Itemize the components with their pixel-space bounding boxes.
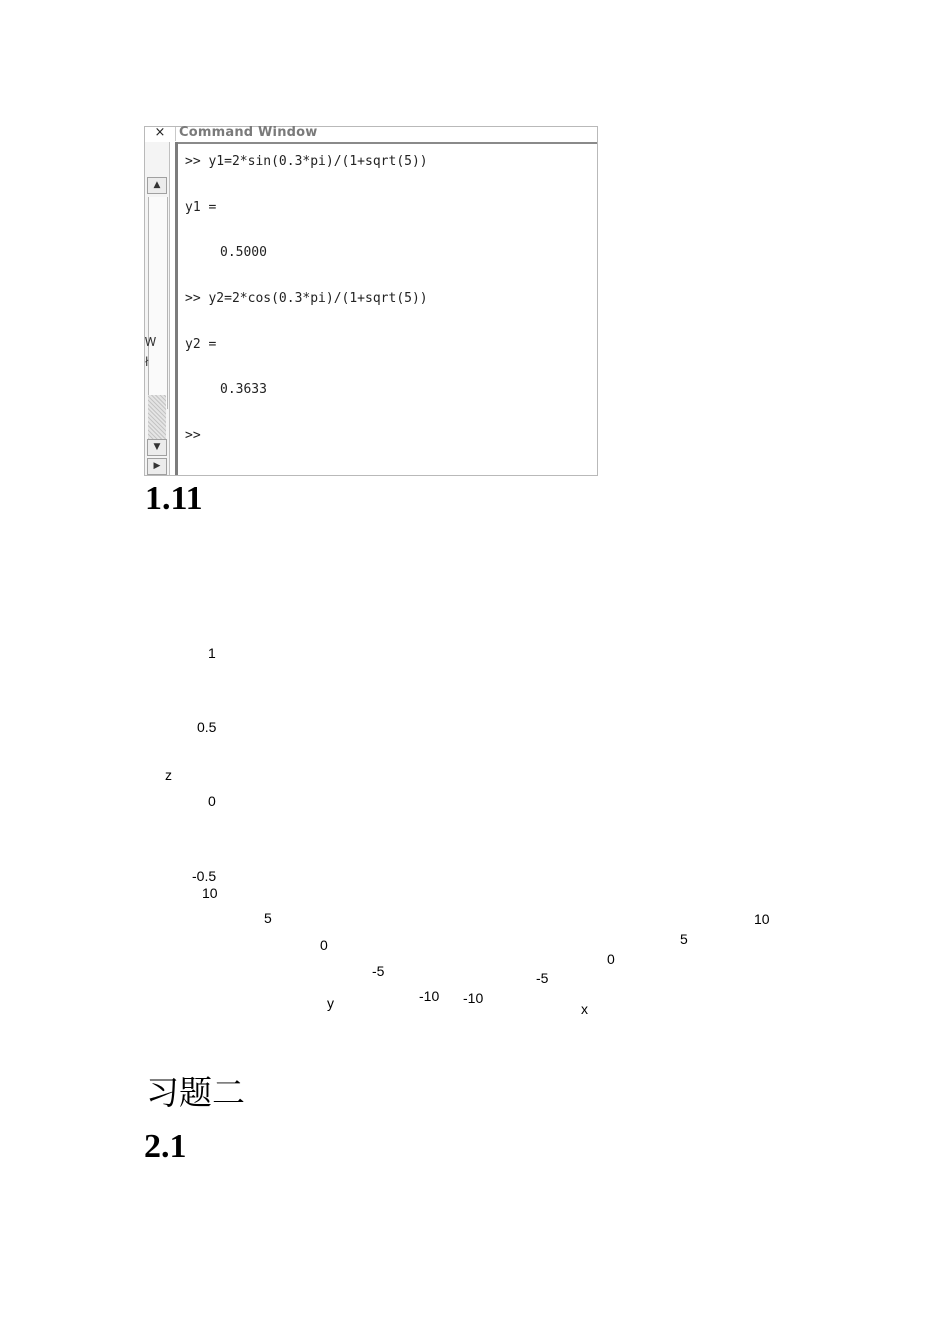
y-tick-label: 5 (264, 910, 272, 926)
x-tick-label: 10 (754, 911, 770, 927)
z-tick-label: 1 (208, 645, 216, 661)
result-label: y1 = (185, 200, 217, 215)
command-line: >> y1=2*sin(0.3*pi)/(1+sqrt(5)) (185, 154, 428, 169)
close-icon[interactable]: × (145, 127, 176, 141)
command-window-title: Command Window (179, 125, 318, 140)
z-tick-label: 0 (208, 793, 216, 809)
y-tick-label: 10 (202, 885, 218, 901)
z-axis-label: z (165, 767, 172, 783)
y-tick-label: 0 (320, 937, 328, 953)
chapter-heading: 习题二 (146, 1073, 245, 1112)
section-heading-1-11: 1.11 (145, 480, 203, 517)
y-tick-label: -5 (372, 963, 385, 979)
z-tick-label: 0.5 (197, 719, 217, 735)
x-axis-label: x (581, 1001, 588, 1017)
result-value: 0.5000 (220, 245, 267, 260)
section-heading-2-1: 2.1 (144, 1128, 187, 1165)
left-pane-mark: ł (145, 355, 149, 369)
y-tick-label: -10 (419, 988, 440, 1004)
command-line: >> y2=2*cos(0.3*pi)/(1+sqrt(5)) (185, 291, 428, 306)
result-label: y2 = (185, 337, 217, 352)
result-value: 0.3633 (220, 382, 267, 397)
scroll-down-icon[interactable]: ▼ (147, 439, 167, 456)
x-tick-label: -5 (536, 970, 549, 986)
x-tick-label: 0 (607, 951, 615, 967)
z-tick-label: -0.5 (192, 868, 217, 884)
y-axis-label: y (327, 995, 334, 1011)
left-pane-mark: Ꮃ (145, 335, 157, 349)
scroll-right-icon[interactable]: ▶ (147, 458, 167, 475)
x-tick-label: -10 (463, 990, 484, 1006)
scroll-up-icon[interactable]: ▲ (147, 177, 167, 194)
command-prompt[interactable]: >> (185, 428, 201, 443)
x-tick-label: 5 (680, 931, 688, 947)
